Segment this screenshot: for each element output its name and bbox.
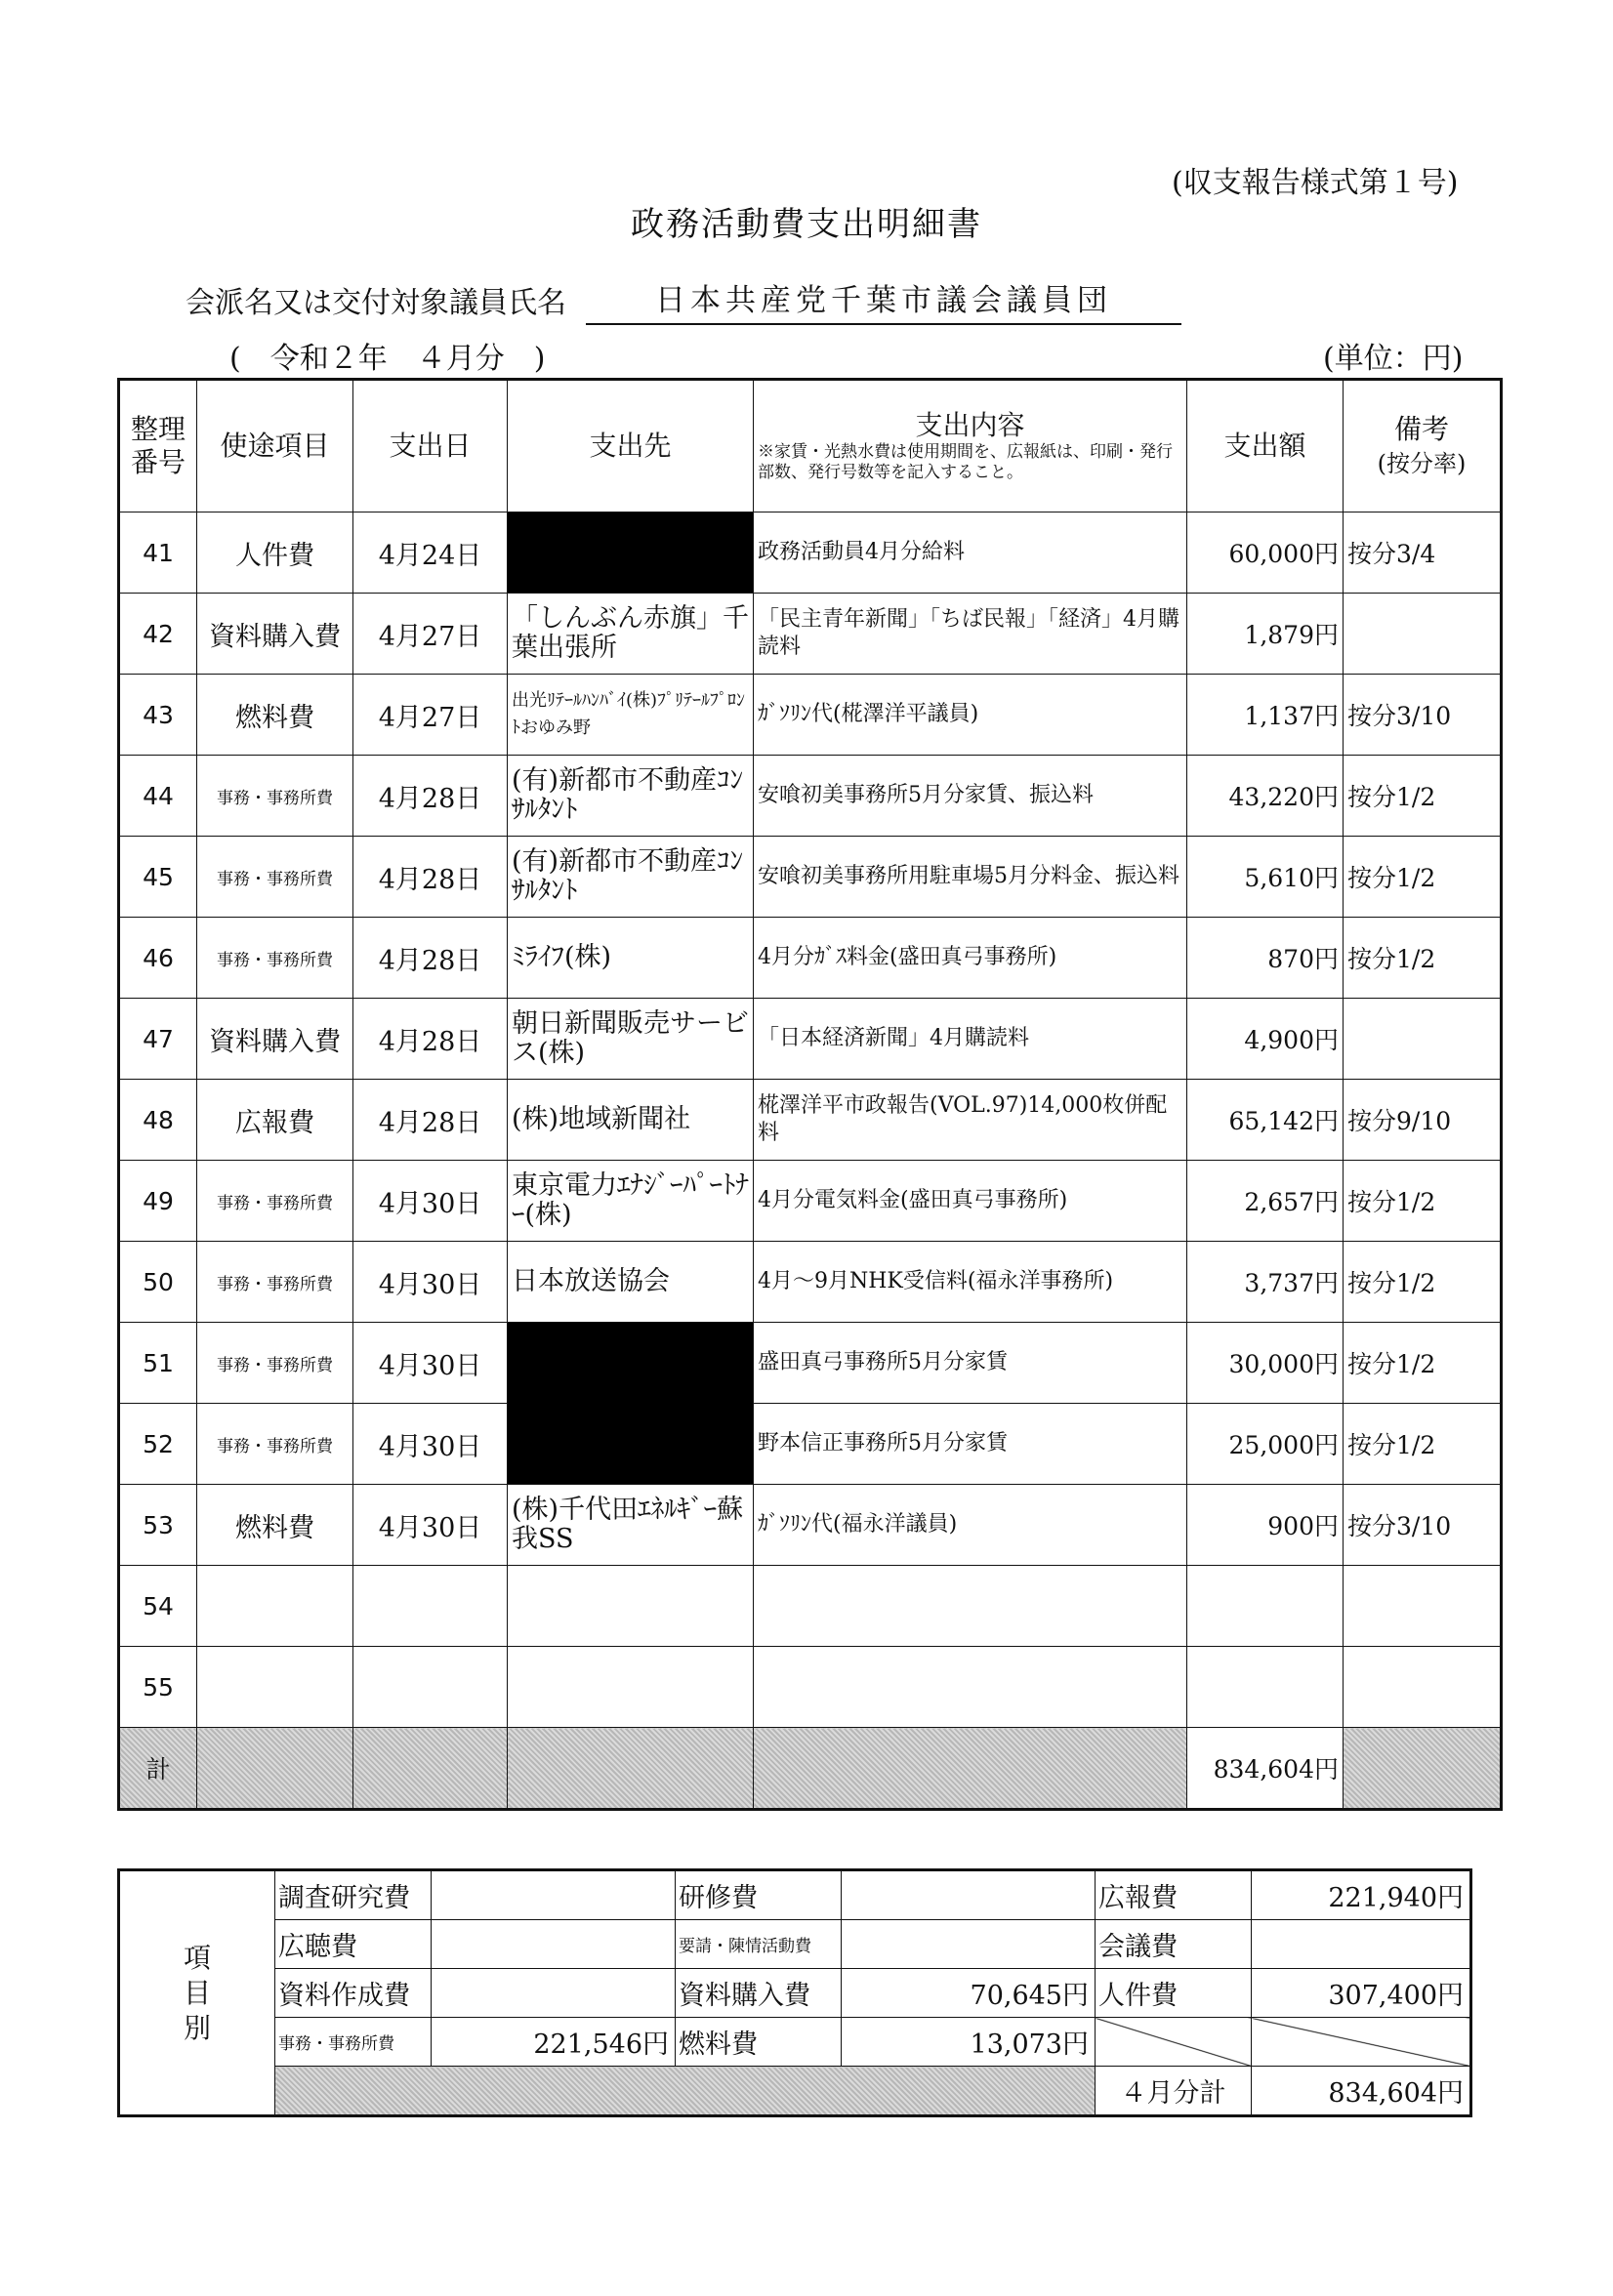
row-desc: 4月分ｶﾞｽ料金(盛田真弓事務所) xyxy=(754,918,1187,999)
row-date: 4月30日 xyxy=(353,1485,508,1566)
row-payee: 東京電力ｴﾅｼﾞｰﾊﾟｰﾄﾅｰ(株) xyxy=(508,1161,754,1242)
redacted-payee xyxy=(508,512,754,594)
row-desc: 安喰初美事務所用駐車場5月分料金、振込料 xyxy=(754,837,1187,918)
table-row xyxy=(119,594,1502,675)
row-item: 資料購入費 xyxy=(197,999,353,1080)
header-amount: 支出額 xyxy=(1187,380,1344,512)
row-amount: 65,142円 xyxy=(1187,1080,1344,1161)
row-no: 43 xyxy=(119,675,197,756)
row-note xyxy=(1344,999,1502,1080)
summary-amount xyxy=(432,1969,676,2018)
summary-amount xyxy=(842,1870,1096,1920)
total-label: 計 xyxy=(119,1728,197,1810)
summary-label: 会議費 xyxy=(1096,1920,1252,1969)
summary-label: 広聴費 xyxy=(275,1920,432,1969)
total-row xyxy=(119,1728,1502,1810)
row-no: 49 xyxy=(119,1161,197,1242)
row-payee: (有)新都市不動産ｺﾝｻﾙﾀﾝﾄ xyxy=(508,837,754,918)
party-name: 日本共産党千葉市議会議員団 xyxy=(586,275,1181,325)
row-note xyxy=(1344,1647,1502,1728)
row-date: 4月30日 xyxy=(353,1242,508,1323)
row-item: 事務・事務所費 xyxy=(197,918,353,999)
row-amount: 30,000円 xyxy=(1187,1323,1344,1404)
summary-amount: 221,546円 xyxy=(432,2018,676,2067)
month-total-amount: 834,604円 xyxy=(1252,2067,1471,2116)
row-desc: 「民主青年新聞」「ちば民報」「経済」4月購読料 xyxy=(754,594,1187,675)
row-no: 51 xyxy=(119,1323,197,1404)
summary-row xyxy=(119,1870,1471,1920)
table-header-row xyxy=(119,380,1502,512)
row-no: 54 xyxy=(119,1566,197,1647)
summary-amount: 307,400円 xyxy=(1252,1969,1471,2018)
table-row xyxy=(119,1323,1502,1404)
summary-row xyxy=(119,2018,1471,2067)
row-payee: 出光ﾘﾃｰﾙﾊﾝﾊﾞｲ(株)ﾌﾟﾘﾃｰﾙﾌﾟﾛﾝﾄおゆみ野 xyxy=(508,675,754,756)
summary-diagonal-cell xyxy=(1252,2018,1471,2067)
unit-label: (単位：円) xyxy=(1323,342,1464,376)
row-no: 50 xyxy=(119,1242,197,1323)
total-gray-cell xyxy=(197,1728,353,1810)
header-note-label: 備考 xyxy=(1393,412,1449,445)
table-row xyxy=(119,1647,1502,1728)
row-amount: 900円 xyxy=(1187,1485,1344,1566)
row-no: 47 xyxy=(119,999,197,1080)
row-payee: 「しんぶん赤旗」千葉出張所 xyxy=(508,594,754,675)
summary-amount: 70,645円 xyxy=(842,1969,1096,2018)
month-total-label: ４月分計 xyxy=(1096,2067,1252,2116)
row-desc xyxy=(754,1647,1187,1728)
row-desc: 「日本経済新聞」4月購読料 xyxy=(754,999,1187,1080)
row-amount: 3,737円 xyxy=(1187,1242,1344,1323)
row-date: 4月30日 xyxy=(353,1161,508,1242)
row-amount: 870円 xyxy=(1187,918,1344,999)
row-amount: 5,610円 xyxy=(1187,837,1344,918)
row-item: 事務・事務所費 xyxy=(197,1323,353,1404)
row-note: 按分1/2 xyxy=(1344,1242,1502,1323)
row-amount: 1,137円 xyxy=(1187,675,1344,756)
summary-label: 研修費 xyxy=(676,1870,842,1920)
row-date: 4月28日 xyxy=(353,1080,508,1161)
header-no: 整理番号 xyxy=(119,380,197,512)
row-no: 45 xyxy=(119,837,197,918)
row-note: 按分9/10 xyxy=(1344,1080,1502,1161)
row-no: 53 xyxy=(119,1485,197,1566)
row-note: 按分1/2 xyxy=(1344,1323,1502,1404)
row-amount: 60,000円 xyxy=(1187,512,1344,594)
row-no: 44 xyxy=(119,756,197,837)
row-amount: 43,220円 xyxy=(1187,756,1344,837)
row-note: 按分3/10 xyxy=(1344,675,1502,756)
row-amount: 2,657円 xyxy=(1187,1161,1344,1242)
row-item: 広報費 xyxy=(197,1080,353,1161)
table-row xyxy=(119,1404,1502,1485)
summary-label: 調査研究費 xyxy=(275,1870,432,1920)
row-no: 55 xyxy=(119,1647,197,1728)
summary-label: 広報費 xyxy=(1096,1870,1252,1920)
row-desc: 野本信正事務所5月分家賃 xyxy=(754,1404,1187,1485)
row-item: 事務・事務所費 xyxy=(197,1242,353,1323)
row-note: 按分1/2 xyxy=(1344,837,1502,918)
row-desc: 4月～9月NHK受信料(福永洋事務所) xyxy=(754,1242,1187,1323)
summary-amount: 221,940円 xyxy=(1252,1870,1471,1920)
header-note-sub: (按分率) xyxy=(1377,449,1467,477)
table-row xyxy=(119,1566,1502,1647)
table-row xyxy=(119,999,1502,1080)
row-amount xyxy=(1187,1566,1344,1647)
row-date: 4月28日 xyxy=(353,837,508,918)
row-item xyxy=(197,1647,353,1728)
summary-amount xyxy=(432,1870,676,1920)
summary-label: 人件費 xyxy=(1096,1969,1252,2018)
form-number: (収支報告様式第１号) xyxy=(1172,166,1459,200)
header-desc-label: 支出内容 xyxy=(915,409,1025,441)
header-date: 支出日 xyxy=(353,380,508,512)
total-gray-cell xyxy=(754,1728,1187,1810)
row-payee: 朝日新聞販売サービス(株) xyxy=(508,999,754,1080)
summary-row xyxy=(119,2067,1471,2116)
row-item: 事務・事務所費 xyxy=(197,837,353,918)
row-no: 52 xyxy=(119,1404,197,1485)
row-desc: 政務活動員4月分給料 xyxy=(754,512,1187,594)
row-note: 按分1/2 xyxy=(1344,1161,1502,1242)
row-date xyxy=(353,1566,508,1647)
row-payee: (有)新都市不動産ｺﾝｻﾙﾀﾝﾄ xyxy=(508,756,754,837)
summary-gray-cell xyxy=(275,2067,1096,2116)
table-row xyxy=(119,1242,1502,1323)
row-item: 燃料費 xyxy=(197,1485,353,1566)
summary-row xyxy=(119,1969,1471,2018)
summary-label: 燃料費 xyxy=(676,2018,842,2067)
row-amount: 4,900円 xyxy=(1187,999,1344,1080)
row-desc: 4月分電気料金(盛田真弓事務所) xyxy=(754,1161,1187,1242)
row-item: 事務・事務所費 xyxy=(197,1404,353,1485)
row-date: 4月27日 xyxy=(353,594,508,675)
row-item xyxy=(197,1566,353,1647)
summary-label: 資料購入費 xyxy=(676,1969,842,2018)
row-no: 48 xyxy=(119,1080,197,1161)
row-date: 4月24日 xyxy=(353,512,508,594)
row-note xyxy=(1344,594,1502,675)
header-payee: 支出先 xyxy=(508,380,754,512)
row-date: 4月30日 xyxy=(353,1404,508,1485)
header-item: 使途項目 xyxy=(197,380,353,512)
row-payee: 日本放送協会 xyxy=(508,1242,754,1323)
reporting-period: ( 令和２年 ４月分 ) xyxy=(229,342,546,376)
row-note: 按分1/2 xyxy=(1344,756,1502,837)
row-note xyxy=(1344,1566,1502,1647)
summary-side-label: 項目別 xyxy=(119,1870,275,2116)
row-date: 4月28日 xyxy=(353,918,508,999)
row-note: 按分1/2 xyxy=(1344,918,1502,999)
summary-amount: 13,073円 xyxy=(842,2018,1096,2067)
row-desc xyxy=(754,1566,1187,1647)
table-row xyxy=(119,512,1502,594)
row-amount: 1,879円 xyxy=(1187,594,1344,675)
party-label: 会派名又は交付対象議員氏名 xyxy=(186,286,566,320)
row-payee: ﾐﾗｲﾌ(株) xyxy=(508,918,754,999)
page-title: 政務活動費支出明細書 xyxy=(631,205,982,244)
table-row xyxy=(119,1161,1502,1242)
row-item: 資料購入費 xyxy=(197,594,353,675)
summary-amount xyxy=(842,1920,1096,1969)
row-note: 按分3/4 xyxy=(1344,512,1502,594)
total-gray-cell xyxy=(508,1728,754,1810)
row-desc: 盛田真弓事務所5月分家賃 xyxy=(754,1323,1187,1404)
row-payee: (株)千代田ｴﾈﾙｷﾞｰ蘇我SS xyxy=(508,1485,754,1566)
header-desc xyxy=(754,380,1187,512)
row-item: 燃料費 xyxy=(197,675,353,756)
table-row xyxy=(119,1485,1502,1566)
row-item: 事務・事務所費 xyxy=(197,1161,353,1242)
row-item: 事務・事務所費 xyxy=(197,756,353,837)
row-payee: (株)地域新聞社 xyxy=(508,1080,754,1161)
row-payee xyxy=(508,1647,754,1728)
row-desc: ｶﾞｿﾘﾝ代(福永洋議員) xyxy=(754,1485,1187,1566)
row-date: 4月28日 xyxy=(353,756,508,837)
table-row xyxy=(119,837,1502,918)
row-no: 42 xyxy=(119,594,197,675)
summary-label: 事務・事務所費 xyxy=(275,2018,432,2067)
table-row xyxy=(119,675,1502,756)
expense-table xyxy=(117,378,1503,1811)
row-date: 4月27日 xyxy=(353,675,508,756)
row-date: 4月30日 xyxy=(353,1323,508,1404)
summary-row xyxy=(119,1920,1471,1969)
row-amount: 25,000円 xyxy=(1187,1404,1344,1485)
row-no: 41 xyxy=(119,512,197,594)
row-desc: 椛澤洋平市政報告(VOL.97)14,000枚併配料 xyxy=(754,1080,1187,1161)
total-gray-cell xyxy=(1344,1728,1502,1810)
header-note xyxy=(1344,380,1502,512)
table-row xyxy=(119,918,1502,999)
redacted-payee xyxy=(508,1323,754,1485)
row-date: 4月28日 xyxy=(353,999,508,1080)
row-desc: 安喰初美事務所5月分家賃、振込料 xyxy=(754,756,1187,837)
summary-label: 資料作成費 xyxy=(275,1969,432,2018)
summary-table xyxy=(117,1868,1472,2117)
summary-label: 要請・陳情活動費 xyxy=(676,1920,842,1969)
table-row xyxy=(119,756,1502,837)
row-no: 46 xyxy=(119,918,197,999)
total-amount: 834,604円 xyxy=(1187,1728,1344,1810)
row-desc: ｶﾞｿﾘﾝ代(椛澤洋平議員) xyxy=(754,675,1187,756)
row-item: 人件費 xyxy=(197,512,353,594)
total-gray-cell xyxy=(353,1728,508,1810)
table-row xyxy=(119,1080,1502,1161)
summary-amount xyxy=(432,1920,676,1969)
summary-diagonal-cell xyxy=(1096,2018,1252,2067)
summary-amount xyxy=(1252,1920,1471,1969)
row-payee xyxy=(508,1566,754,1647)
row-note: 按分1/2 xyxy=(1344,1404,1502,1485)
row-date xyxy=(353,1647,508,1728)
header-desc-note: ※家賃・光熱水費は使用期間を、広報紙は、印刷・発行部数、発行号数等を記入すること。 xyxy=(758,442,1173,482)
row-note: 按分3/10 xyxy=(1344,1485,1502,1566)
row-amount xyxy=(1187,1647,1344,1728)
